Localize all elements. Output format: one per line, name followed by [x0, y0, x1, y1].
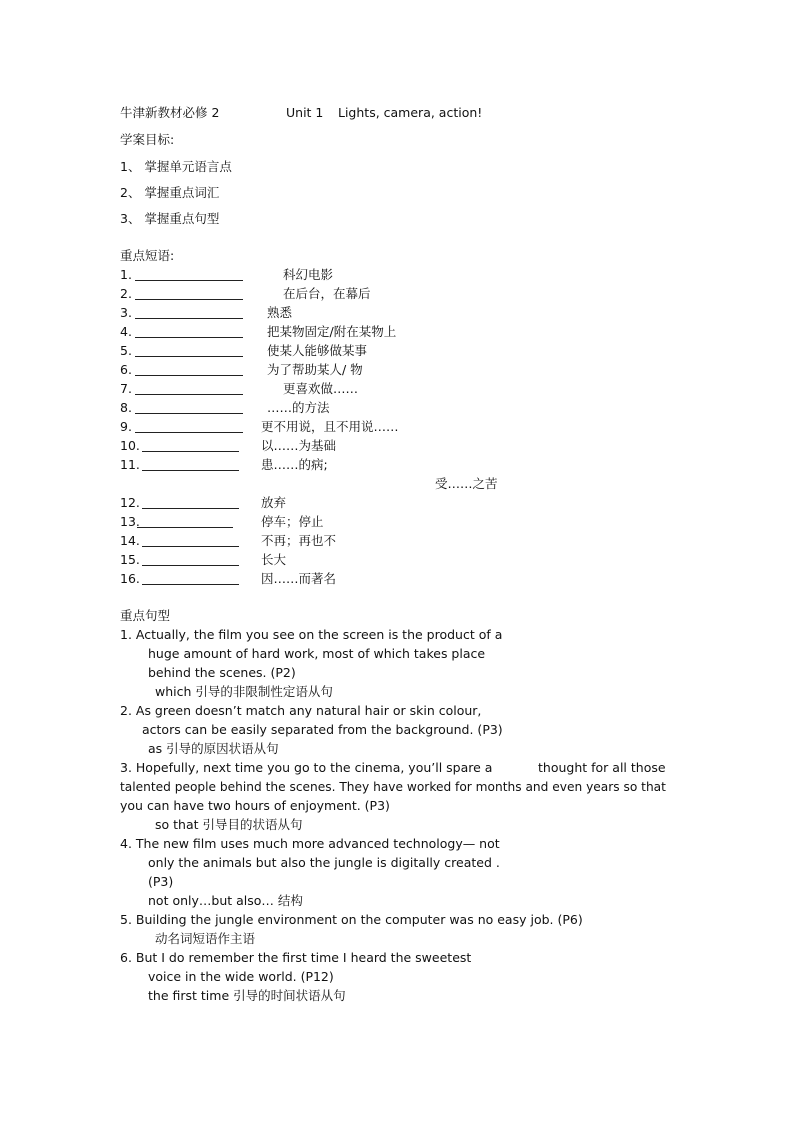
- phrase-meaning: 更喜欢做……: [283, 381, 359, 396]
- answer-blank[interactable]: [142, 546, 239, 547]
- sentence-line: behind the scenes. (P2): [148, 665, 296, 680]
- phrase-meaning: 不再；再也不: [261, 533, 337, 548]
- phrase-number: 15.: [120, 552, 140, 567]
- phrase-number: 2.: [120, 286, 132, 301]
- phrase-number: 1.: [120, 267, 132, 282]
- sentence-line: 2. As green doesn’t match any natural hair or skin colour,: [120, 703, 482, 718]
- answer-blank[interactable]: [135, 280, 243, 281]
- sentence-line: you can have two hours of enjoyment. (P3): [120, 798, 390, 813]
- objectives-heading: 学案目标:: [120, 132, 175, 147]
- unit-title: Lights, camera, action!: [338, 105, 483, 120]
- sentences-heading: 重点句型: [120, 608, 171, 623]
- phrase-number: 10.: [120, 438, 140, 453]
- answer-blank[interactable]: [142, 470, 239, 471]
- phrase-meaning: 更不用说，且不用说……: [261, 419, 399, 434]
- phrase-meaning: 放弃: [261, 495, 287, 510]
- sentence-line: huge amount of hard work, most of which takes place: [148, 646, 486, 661]
- sentence-line: 4. The new film uses much more advanced technology— not: [120, 836, 500, 851]
- answer-blank[interactable]: [135, 356, 243, 357]
- phrase-number: 16.: [120, 571, 140, 586]
- answer-blank[interactable]: [137, 527, 233, 528]
- grammar-note: 动名词短语作主语: [155, 931, 256, 946]
- answer-blank[interactable]: [135, 394, 243, 395]
- phrase-meaning: 熟悉: [267, 305, 293, 320]
- sentence-line: 1. Actually, the film you see on the screen is the product of a: [120, 627, 503, 642]
- phrase-meaning: 停车；停止: [261, 514, 324, 529]
- sentence-line: talented people behind the scenes. They have worked for months and even years so that: [120, 780, 666, 794]
- answer-blank[interactable]: [142, 584, 239, 585]
- phrase-meaning: 以……为基础: [261, 438, 337, 453]
- unit-number: Unit 1: [286, 105, 324, 120]
- course-title: 牛津新教材必修 2: [120, 105, 220, 120]
- phrase-number: 11.: [120, 457, 140, 472]
- phrase-meaning: 为了帮助某人/ 物: [267, 362, 363, 377]
- phrase-meaning: 在后台，在幕后: [283, 286, 371, 301]
- grammar-note: so that 引导目的状语从句: [155, 817, 303, 832]
- phrase-number: 14.: [120, 533, 140, 548]
- phrase-meaning: 患……的病;: [261, 457, 328, 472]
- phrase-meaning: 科幻电影: [283, 267, 334, 282]
- sentence-line: (P3): [148, 874, 174, 889]
- phrase-number: 13.: [120, 514, 140, 529]
- phrase-meaning: 因……而著名: [261, 571, 337, 586]
- answer-blank[interactable]: [142, 508, 239, 509]
- answer-blank[interactable]: [135, 413, 243, 414]
- sentence-line: 3. Hopefully, next time you go to the cinema, you’ll spare a: [120, 760, 493, 775]
- answer-blank[interactable]: [142, 451, 239, 452]
- grammar-note: the first time 引导的时间状语从句: [148, 988, 346, 1003]
- phrase-meaning: 把某物固定/附在某物上: [267, 324, 397, 339]
- phrase-number: 5.: [120, 343, 132, 358]
- objective-item: 2、 掌握重点词汇: [120, 185, 220, 200]
- phrase-number: 8.: [120, 400, 132, 415]
- sentence-line: actors can be easily separated from the background. (P3): [142, 722, 503, 737]
- phrases-heading: 重点短语:: [120, 248, 175, 263]
- answer-blank[interactable]: [135, 432, 243, 433]
- objective-item: 3、 掌握重点句型: [120, 211, 220, 226]
- answer-blank[interactable]: [135, 337, 243, 338]
- answer-blank[interactable]: [135, 299, 243, 300]
- sentence-line: thought for all those: [538, 760, 666, 775]
- phrase-number: 12.: [120, 495, 140, 510]
- phrase-meaning: 使某人能够做某事: [267, 343, 368, 358]
- phrase-number: 6.: [120, 362, 132, 377]
- sentence-line: only the animals but also the jungle is digitally created .: [148, 855, 500, 870]
- sentence-line: voice in the wide world. (P12): [148, 969, 334, 984]
- grammar-note: which 引导的非限制性定语从句: [155, 684, 333, 699]
- phrase-number: 7.: [120, 381, 132, 396]
- phrase-number: 9.: [120, 419, 132, 434]
- answer-blank[interactable]: [135, 375, 243, 376]
- phrase-number: 4.: [120, 324, 132, 339]
- phrase-meaning: ……的方法: [267, 400, 330, 415]
- sentence-line: 6. But I do remember the first time I heard the sweetest: [120, 950, 472, 965]
- phrase-number: 3.: [120, 305, 132, 320]
- phrase-meaning: 长大: [261, 552, 287, 567]
- grammar-note: not only…but also… 结构: [148, 893, 303, 908]
- grammar-note: as 引导的原因状语从句: [148, 741, 279, 756]
- answer-blank[interactable]: [135, 318, 243, 319]
- phrase-meaning: 受……之苦: [435, 476, 498, 491]
- answer-blank[interactable]: [142, 565, 239, 566]
- objective-item: 1、 掌握单元语言点: [120, 159, 232, 174]
- sentence-line: 5. Building the jungle environment on the computer was no easy job. (P6): [120, 912, 583, 927]
